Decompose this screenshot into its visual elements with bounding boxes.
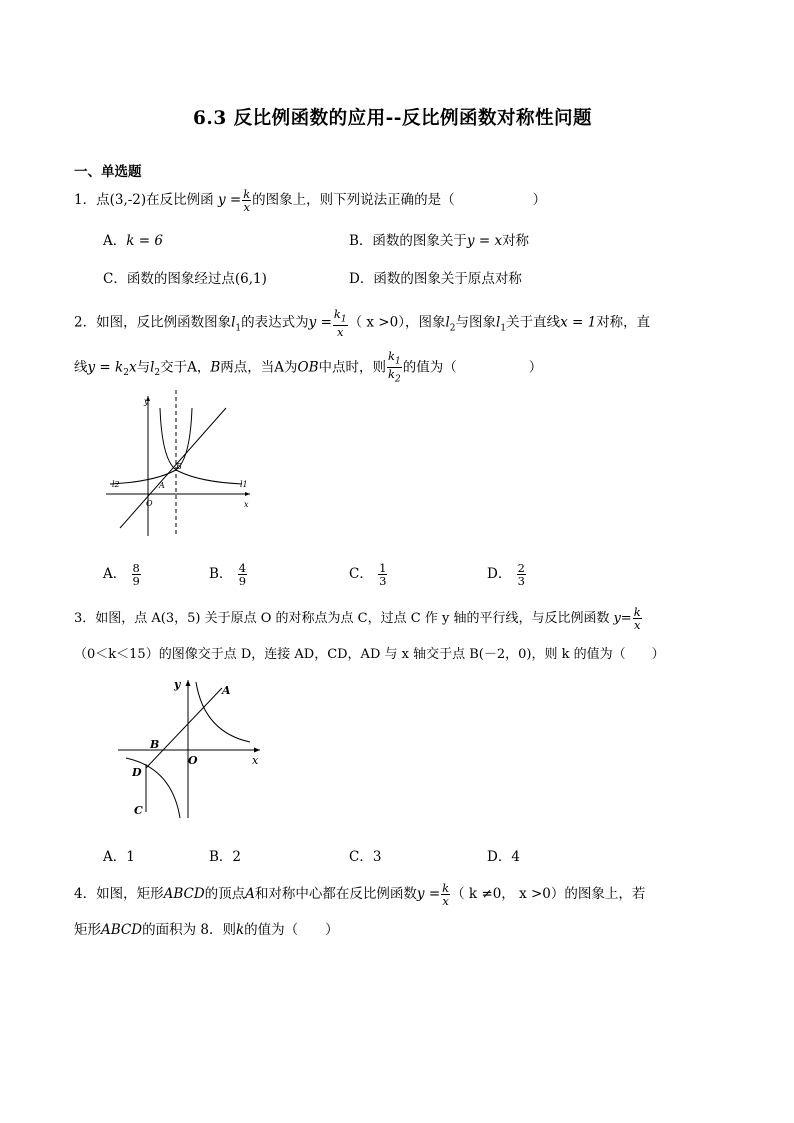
q4-number: 4． (74, 886, 97, 902)
q3-option-b[interactable] (209, 845, 241, 865)
q2-y-eq: y = (308, 314, 332, 331)
q3-frac-den: x (633, 618, 641, 632)
q2-text: 与 (136, 359, 151, 376)
x-axis-arrow (254, 748, 260, 753)
q4-text: 的值为（ ） (244, 922, 339, 938)
q2-l1-b-sub: 1 (500, 323, 507, 334)
question-1 (74, 188, 546, 213)
q2-l2-b-sub: 2 (154, 367, 161, 378)
option-text: 1 (126, 849, 135, 865)
page-title: 6.3 反比例函数的应用--反比例函数对称性问题 (193, 108, 592, 129)
q2-frac-num-sub: 1 (340, 314, 347, 325)
fig-label-y: y (144, 397, 149, 406)
option-fraction (238, 562, 247, 587)
option-label: B． (349, 233, 373, 249)
frac-num: 1 (379, 561, 387, 575)
q1-frac-den: x (243, 200, 250, 214)
frac-den: 9 (238, 574, 247, 588)
q2-ratio-den-sub: 2 (395, 374, 401, 385)
frac-num: 2 (517, 561, 525, 575)
option-text: 3 (372, 849, 382, 865)
q2-text: ） (528, 359, 543, 376)
q4-frac-num: k (442, 881, 450, 895)
option-label: B． (209, 566, 233, 582)
line-y-k2x (120, 408, 226, 528)
fig-label-o: O (146, 499, 153, 508)
q2-text: 线 (74, 359, 88, 376)
q4-abcd: ABCD (163, 886, 205, 902)
question-3-line-2: （0＜k＜15）的图像交于点 D，连接 AD，CD，AD 与 x 轴交于点 B(－2，0)，则 k 的值为（ ） (74, 647, 665, 662)
q2-ratio-den-k: k (388, 367, 396, 382)
q1-text-b: 的图象上，则下列说法正确的是（ (252, 192, 455, 208)
q4-text: 的面积为 8．则 (142, 922, 236, 938)
option-text: k = 6 (126, 233, 163, 249)
option-text: 函数的图象经过点(6,1) (126, 271, 267, 287)
q3-option-d[interactable] (487, 845, 520, 865)
fig-label-a: A (222, 684, 231, 697)
q1-fraction (242, 188, 251, 213)
q2-figure (100, 388, 260, 538)
fig-label-o: O (188, 754, 198, 767)
option-label: C． (349, 849, 373, 865)
q2-ratio-num-k: k (388, 349, 396, 363)
fig-label-x: x (252, 754, 259, 767)
q2-line-eq: y = k (87, 359, 124, 376)
q2-ratio-num-sub: 1 (395, 356, 401, 367)
frac-den: 3 (517, 574, 525, 588)
fig-label-x: x (244, 500, 249, 509)
q2-k2-sub: 2 (123, 367, 129, 378)
option-fraction (517, 562, 526, 587)
q2-b-var: B (210, 359, 221, 376)
q2-ob-var: OB (297, 359, 319, 376)
q2-text: 的表达式为 (241, 314, 309, 331)
q1-option-a[interactable] (103, 229, 163, 249)
option-label: C． (103, 271, 127, 287)
x-axis-arrow (245, 492, 250, 496)
q2-x-eq: x = 1 (560, 314, 597, 331)
q2-text: 两点，当A为 (220, 359, 298, 376)
option-label: A． (103, 566, 127, 582)
option-fraction (132, 562, 141, 587)
q2-option-d[interactable] (487, 562, 527, 587)
q2-text: 关于直线 (506, 314, 561, 331)
q4-y-eq: y = (416, 886, 441, 902)
frac-num: 8 (132, 561, 140, 575)
curve-l2 (110, 408, 192, 484)
option-label: D． (487, 566, 512, 582)
fig-label-l2: l2 (112, 480, 120, 489)
curve-l1 (160, 408, 242, 484)
frac-num: 4 (238, 561, 247, 575)
q2-l1-b: l (496, 314, 501, 331)
q2-l1-sub: 1 (235, 323, 242, 334)
q2-ratio-fraction (387, 350, 402, 386)
q4-text: （ k ≠0， x >0）的图象上，若 (451, 886, 646, 902)
q2-l2-b: l (150, 359, 155, 376)
line-ad (146, 688, 222, 768)
option-label: D． (487, 849, 512, 865)
q2-text: 中点时，则 (318, 359, 387, 376)
q3-figure (110, 676, 270, 824)
q1-text-a: 点(3,-2)在反比例函 (96, 192, 214, 208)
option-text: 函数的图象关于 (372, 233, 467, 249)
q2-number: 2． (74, 314, 97, 331)
frac-den: 3 (379, 574, 387, 588)
q2-l2-sub: 2 (449, 323, 456, 334)
fig-label-b: B (150, 738, 160, 751)
option-text: 函数的图象关于原点对称 (373, 271, 522, 287)
q2-l1: l (231, 314, 236, 331)
q2-text: 对称，直 (596, 314, 651, 331)
fig-label-y: y (174, 678, 181, 691)
option-fraction (378, 562, 387, 587)
q4-text: 的顶点 (204, 886, 246, 902)
q3-text: 如图，点 A(3，5) 关于原点 O 的对称点为点 C，过点 C 作 y 轴的平行线，与反比例函数 (95, 611, 610, 626)
q4-a: A (245, 886, 255, 902)
q2-l2: l (445, 314, 450, 331)
q1-y-eq: y = (217, 192, 242, 208)
q1-frac-num: k (243, 187, 251, 201)
q1-number: 1． (74, 192, 97, 208)
q2-ratio-den (387, 368, 402, 385)
option-label: C． (349, 566, 373, 582)
frac-den: 9 (132, 574, 140, 588)
q2-text: 交于A， (160, 359, 211, 376)
q3-option-a[interactable] (103, 845, 135, 865)
fig-label-c: C (134, 804, 143, 817)
q2-frac-den: x (336, 325, 344, 340)
option-label: B． (209, 849, 233, 865)
fig-label-a: A (159, 481, 165, 490)
q3-option-c[interactable] (349, 845, 381, 865)
option-label: D． (349, 271, 374, 287)
q4-k: k (235, 922, 245, 938)
q2-text: （ x >0），图象 (348, 314, 446, 331)
question-4-line-1 (74, 882, 645, 907)
option-text: 4 (511, 849, 520, 865)
q1-option-b[interactable] (349, 229, 529, 249)
q3-number: 3． (74, 611, 96, 626)
q4-text: 矩形 (74, 922, 101, 938)
y-axis-arrow (186, 680, 191, 686)
q2-text: 与图象 (455, 314, 497, 331)
q1-option-d[interactable] (349, 267, 522, 287)
q2-text: 的值为（ (402, 359, 457, 376)
q4-text: 如图，矩形 (96, 886, 164, 902)
q3-frac-num: k (633, 605, 641, 619)
question-2-line-2 (74, 350, 542, 386)
q2-text: 如图，反比例函数图象 (96, 314, 232, 331)
q4-fraction (441, 882, 450, 907)
q2-option-a[interactable] (103, 562, 142, 587)
q2-fraction (333, 308, 348, 338)
q1-option-c[interactable] (103, 267, 267, 287)
question-4-line-2 (74, 918, 339, 938)
option-label: A． (103, 233, 127, 249)
q2-option-b[interactable] (209, 562, 248, 587)
q2-ratio-num (387, 350, 402, 368)
option-text-end: 对称 (502, 233, 530, 249)
q1-text-c: ） (532, 192, 547, 208)
option-text: 2 (232, 849, 242, 865)
q3-y-eq: y= (613, 611, 632, 626)
q2-x-var: x (128, 359, 137, 376)
q3-fraction (633, 606, 642, 631)
q2-frac-num (333, 308, 348, 326)
q4-text: 和对称中心都在反比例函数 (254, 886, 417, 902)
fig-label-b: B (176, 462, 182, 471)
fig-label-l1: l1 (240, 480, 248, 489)
q2-frac-num-k: k (333, 307, 341, 321)
option-text-math: y = x (466, 233, 503, 249)
q4-abcd-b: ABCD (101, 922, 143, 938)
section-heading: 一、单选题 (74, 164, 142, 180)
q4-frac-den: x (442, 894, 449, 908)
question-2-line-1 (74, 308, 650, 338)
question-3-line-1 (74, 606, 643, 631)
q2-option-c[interactable] (349, 562, 388, 587)
fig-label-d: D (132, 766, 142, 779)
option-label: A． (103, 849, 127, 865)
